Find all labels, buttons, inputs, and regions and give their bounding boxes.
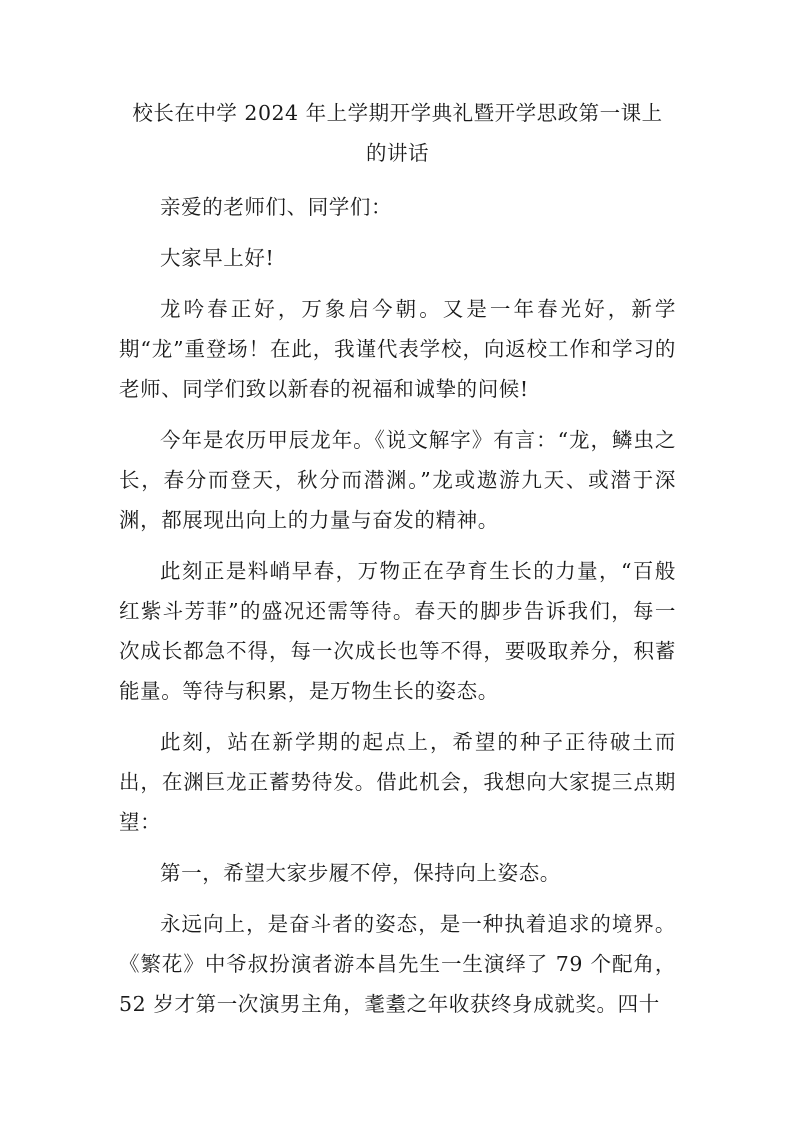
title-line-2: 的讲话 (366, 141, 429, 165)
title-line-1: 校长在中学 2024 年上学期开学典礼暨开学思政第一课上 (132, 101, 663, 125)
paragraph: 永远向上，是奋斗者的姿态，是一种执着追求的境界。《繁花》中爷叔扮演者游本昌先生一生演绎了 79 个配角，52 岁才第一次演男主角，耄耋之年收获终身成就奖。四十 (119, 912, 676, 1016)
paragraph: 此刻，站在新学期的起点上，希望的种子正待破土而出，在渊巨龙正蓄势待发。借此机会，我想向大家提三点期望： (119, 730, 676, 834)
document-page (119, 93, 676, 1035)
paragraph-greeting: 大家早上好! (160, 246, 275, 270)
paragraph: 龙吟春正好，万象启今朝。又是一年春光好，新学期“龙”重登场！在此，我谨代表学校，向返校工作和学习的老师、同学们致以新春的祝福和诚挚的问候! (119, 297, 676, 401)
paragraph: 今年是农历甲辰龙年。《说文解字》有言：“龙，鳞虫之长，春分而登天，秋分而潜渊。”龙或遨游九天、或潜于深渊，都展现出向上的力量与奋发的精神。 (119, 428, 676, 532)
paragraph-point-heading: 第一，希望大家步履不停，保持向上姿态。 (160, 861, 561, 885)
paragraph-salutation: 亲爱的老师们、同学们： (160, 195, 393, 219)
paragraph: 此刻正是料峭早春，万物正在孕育生长的力量，“百般红紫斗芳菲”的盛况还需等待。春天的脚步告诉我们，每一次成长都急不得，每一次成长也等不得，要吸取养分，积蓄能量。等待与积累，是万物生长的姿态。 (119, 559, 676, 703)
document-title (119, 93, 676, 173)
